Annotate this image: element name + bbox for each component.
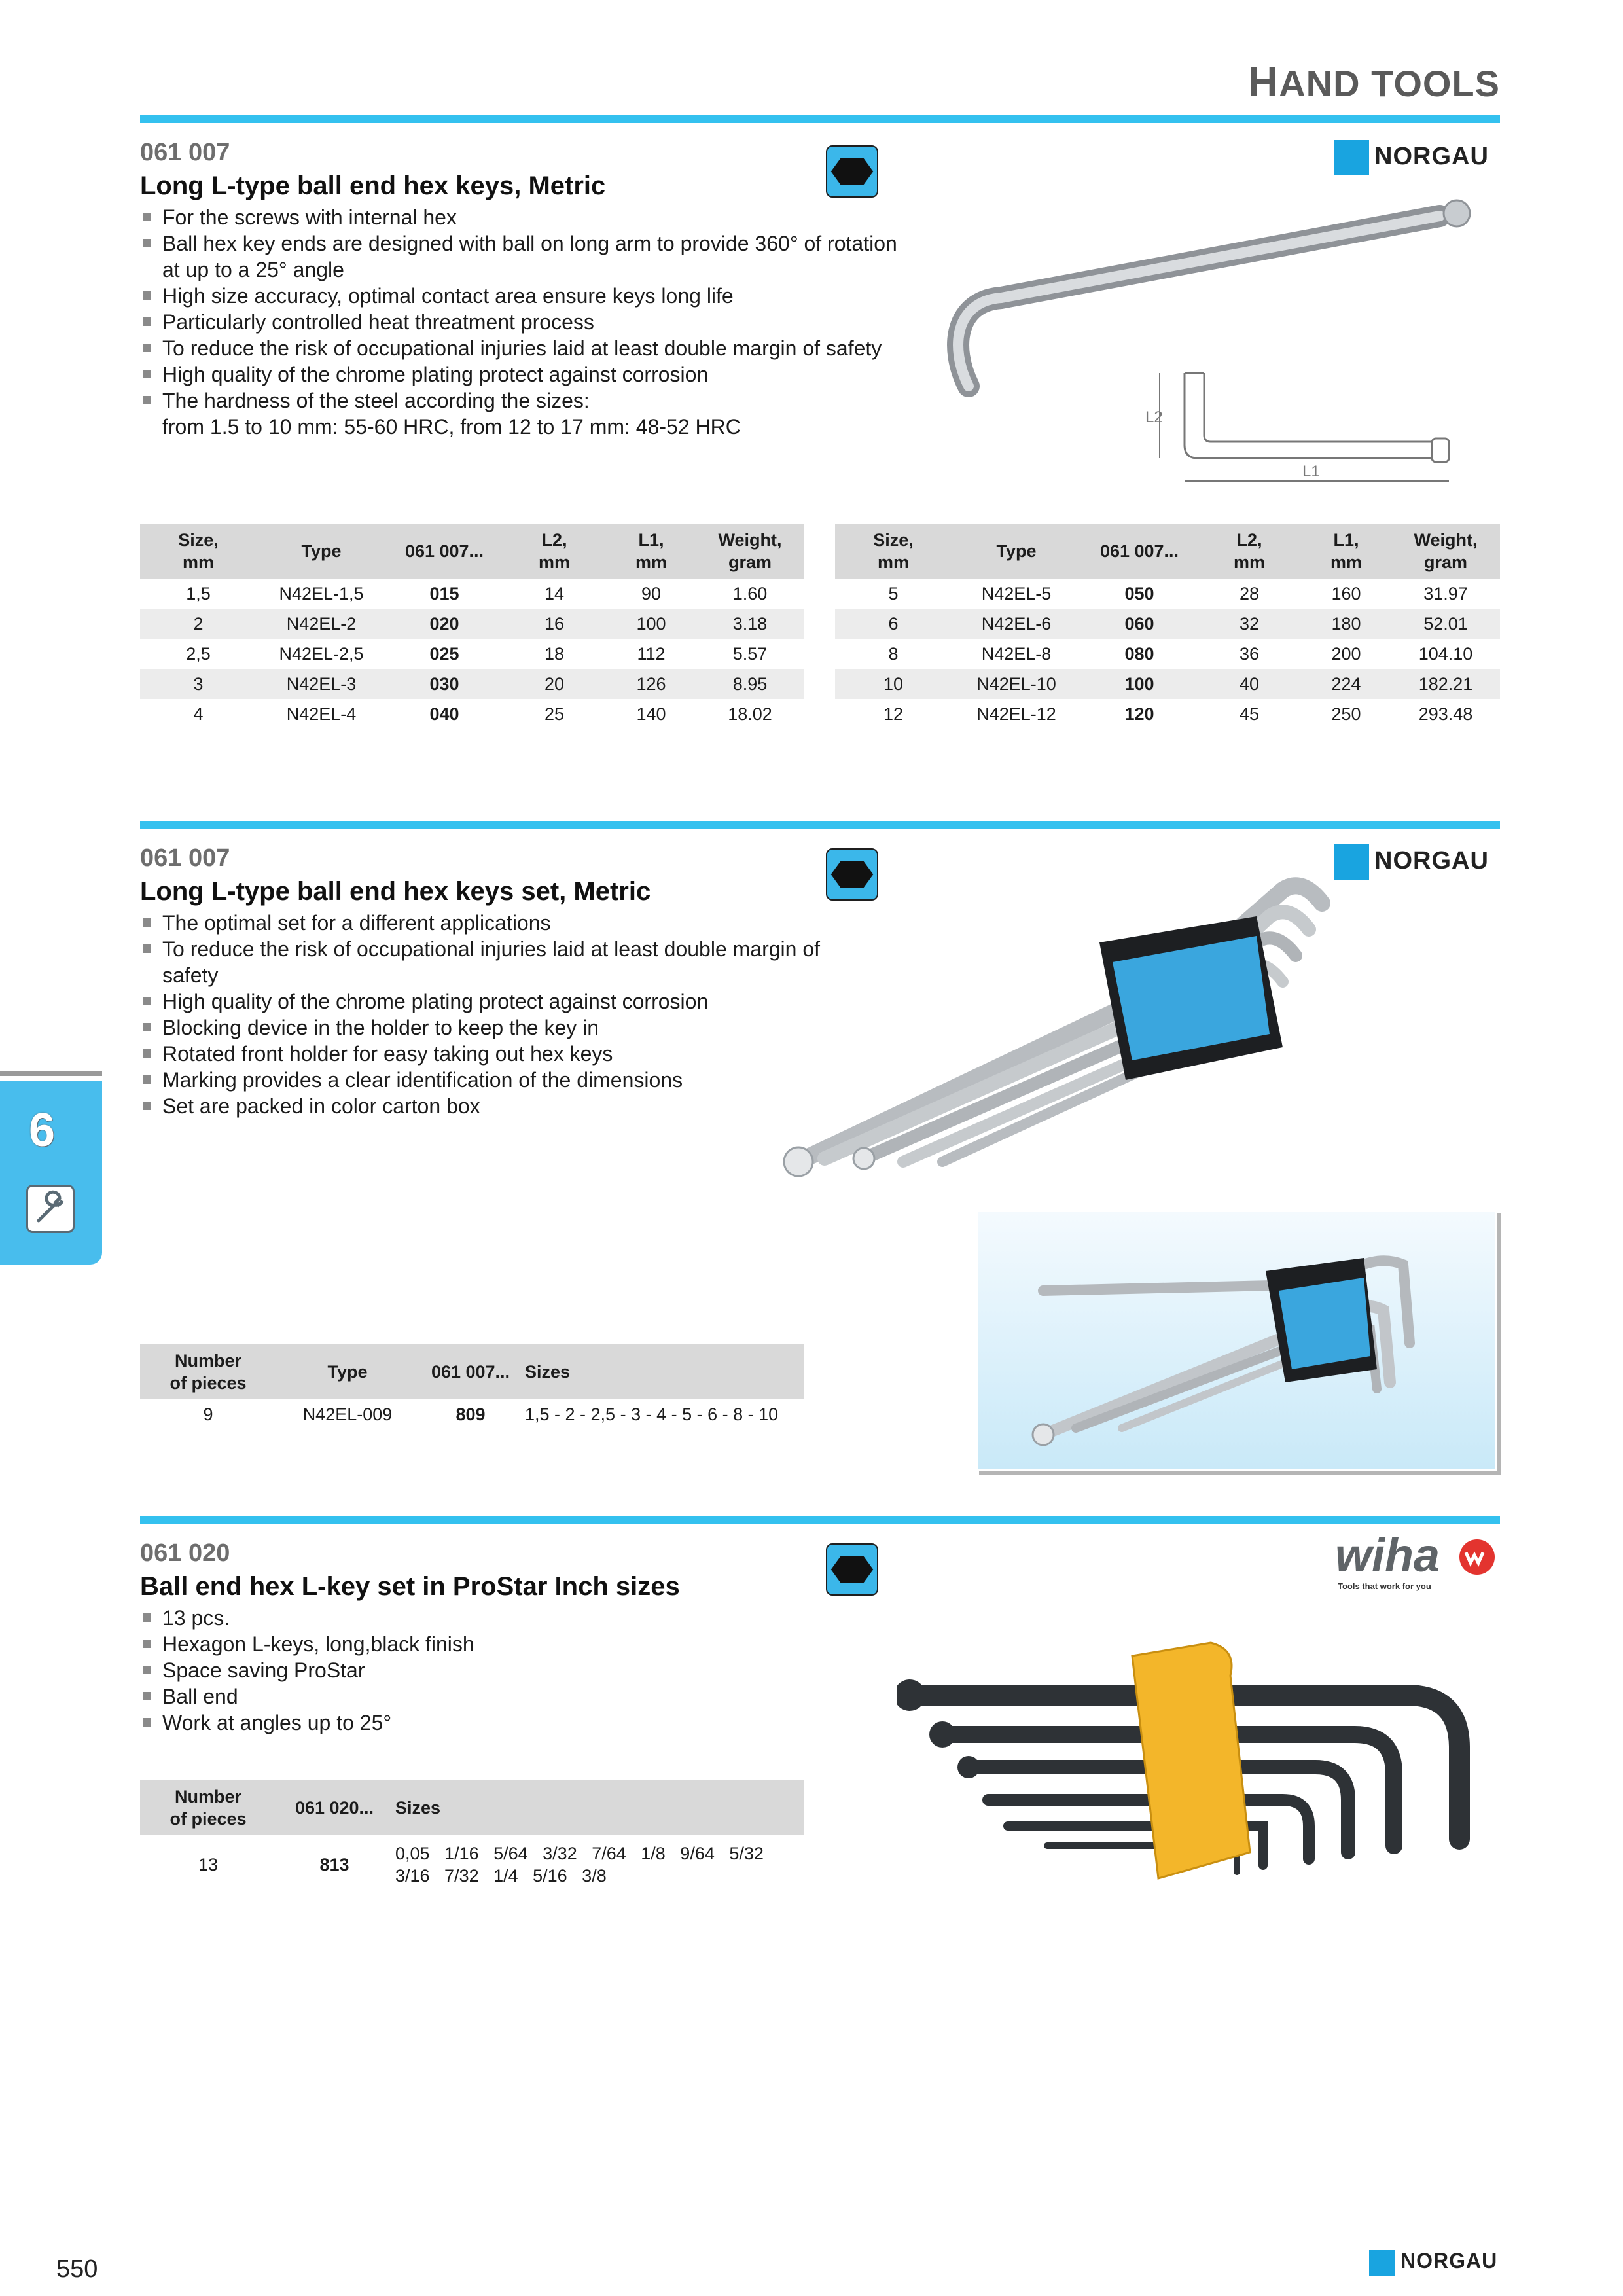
cell-weight: 3.18 [696, 609, 804, 639]
product-code: 061 007 [140, 139, 230, 166]
wiha-emblem-icon [1458, 1538, 1496, 1576]
cell-type: N42EL-2,5 [279, 643, 364, 664]
list-item: 13 pcs. [140, 1605, 827, 1631]
section-divider [140, 115, 1500, 123]
cell-type: N42EL-5 [981, 583, 1052, 603]
list-item: High quality of the chrome plating protect against corrosion [140, 361, 899, 387]
table-row [835, 609, 1500, 639]
list-item: To reduce the risk of occupational injuries laid at least double margin of safety [140, 936, 827, 988]
col-header-l2: L2, mm [1198, 524, 1301, 579]
cell-code: 809 [419, 1399, 522, 1429]
list-item: High size accuracy, optimal contact area ensure keys long life [140, 283, 899, 309]
cell-weight: 182.21 [1391, 669, 1500, 699]
cell-type: N42EL-2 [257, 609, 386, 639]
cell-weight: 104.10 [1418, 643, 1473, 664]
feature-list [140, 910, 827, 1119]
set-table [140, 1344, 804, 1429]
cell-code: 020 [386, 609, 503, 639]
cell-sizes: 0,05 1/16 5/64 3/32 7/64 1/8 9/64 5/32 3/16 7/32 1/4 5/16 3/8 [393, 1835, 804, 1894]
cell-code: 030 [386, 669, 503, 699]
product-photo [975, 1210, 1497, 1471]
hex-socket-icon [826, 1543, 878, 1596]
list-item: Ball end [140, 1683, 827, 1710]
cell-size: 4 [193, 704, 204, 724]
page-number: 550 [56, 2255, 98, 2283]
table-row [835, 639, 1500, 669]
cell-l2: 16 [503, 609, 606, 639]
cell-l2: 14 [544, 583, 565, 603]
list-item: The optimal set for a different applications [140, 910, 827, 936]
section-divider [140, 1516, 1500, 1524]
col-header-l1: L1, mm [1301, 524, 1391, 579]
list-item: Hexagon L-keys, long,black finish [140, 1631, 827, 1657]
hardness-note: from 1.5 to 10 mm: 55-60 HRC, from 12 to 17 mm: 48-52 HRC [162, 415, 741, 439]
cell-l2: 28 [1239, 583, 1260, 603]
cell-size: 8 [888, 643, 899, 664]
cell-code: 040 [429, 704, 459, 724]
col-header-size: Size, mm [835, 524, 952, 579]
cell-weight: 52.01 [1391, 609, 1500, 639]
table-row [140, 609, 804, 639]
brand-square-icon [1334, 140, 1369, 175]
cell-l1: 160 [1331, 583, 1361, 603]
footer-brand-logo: NORGAU [1369, 2249, 1497, 2276]
brand-logo-norgau: NORGAU [1334, 844, 1489, 880]
cell-pieces: 13 [140, 1835, 276, 1894]
cell-l1: 200 [1331, 643, 1361, 664]
cell-l1: 100 [606, 609, 696, 639]
cell-size: 1,5 [186, 583, 211, 603]
hex-key-set-photo [978, 1212, 1495, 1469]
cell-code: 080 [1124, 643, 1154, 664]
product-title: Long L-type ball end hex keys set, Metric [140, 877, 651, 906]
col-header-code: 061 007... [419, 1344, 522, 1399]
side-tab-rule [0, 1071, 102, 1076]
inch-set-table [140, 1780, 804, 1894]
cell-type: N42EL-009 [276, 1399, 419, 1429]
product-title: Long L-type ball end hex keys, Metric [140, 171, 606, 200]
dimension-label-l1: L1 [1302, 463, 1320, 480]
spec-table-right [835, 524, 1500, 729]
list-item: High quality of the chrome plating protect against corrosion [140, 988, 827, 1014]
table-row [140, 639, 804, 669]
list-item: Set are packed in color carton box [140, 1093, 827, 1119]
cell-type: N42EL-12 [976, 704, 1056, 724]
col-header-code: 061 020... [276, 1780, 393, 1835]
col-header-l1: L1, mm [606, 524, 696, 579]
cell-l2: 45 [1239, 704, 1260, 724]
list-item: To reduce the risk of occupational injuries laid at least double margin of safety [140, 335, 899, 361]
list-item: Particularly controlled heat threatment process [140, 309, 899, 335]
col-header-type: Type [257, 524, 386, 579]
feature-list [140, 204, 899, 414]
col-header-type: Type [952, 524, 1081, 579]
list-item: For the screws with internal hex [140, 204, 899, 230]
cell-weight: 5.57 [732, 643, 768, 664]
brand-logo-wiha: wiha Tools that work for you [1335, 1529, 1500, 1594]
cell-type: N42EL-10 [952, 669, 1081, 699]
cell-l2: 40 [1198, 669, 1301, 699]
wrench-icon [26, 1185, 75, 1233]
cell-code: 813 [276, 1835, 393, 1894]
chapter-number: 6 [29, 1104, 56, 1157]
list-item: The hardness of the steel according the sizes: [140, 387, 899, 414]
col-header-code: 061 007... [1081, 524, 1198, 579]
cell-code: 100 [1081, 669, 1198, 699]
table-row [140, 579, 804, 609]
col-header-l2: L2, mm [503, 524, 606, 579]
cell-code: 120 [1124, 704, 1154, 724]
product-title: Ball end hex L-key set in ProStar Inch sizes [140, 1572, 680, 1601]
product-code: 061 020 [140, 1539, 230, 1567]
list-item: Space saving ProStar [140, 1657, 827, 1683]
table-row [140, 1399, 804, 1429]
cell-l1: 180 [1301, 609, 1391, 639]
cell-l2: 25 [544, 704, 565, 724]
table-row [140, 699, 804, 729]
cell-size: 6 [835, 609, 952, 639]
cell-l1: 224 [1301, 669, 1391, 699]
chapter-tab [0, 1081, 102, 1265]
feature-list [140, 1605, 827, 1736]
cell-l1: 140 [636, 704, 666, 724]
list-item: Rotated front holder for easy taking out hex keys [140, 1041, 827, 1067]
section-header-title: HAND TOOLS [1248, 58, 1500, 105]
cell-code: 025 [429, 643, 459, 664]
cell-sizes: 1,5 - 2 - 2,5 - 3 - 4 - 5 - 6 - 8 - 10 [522, 1399, 804, 1429]
col-header-sizes: Sizes [522, 1344, 804, 1399]
cell-size: 12 [883, 704, 904, 724]
cell-l1: 250 [1331, 704, 1361, 724]
col-header-code: 061 007... [386, 524, 503, 579]
cell-size: 3 [140, 669, 257, 699]
table-row [835, 579, 1500, 609]
wiha-key-set-image [897, 1630, 1499, 1905]
cell-weight: 31.97 [1423, 583, 1468, 603]
cell-type: N42EL-1,5 [279, 583, 364, 603]
cell-l2: 20 [503, 669, 606, 699]
cell-size: 2,5 [186, 643, 211, 664]
cell-type: N42EL-8 [981, 643, 1052, 664]
cell-weight: 1.60 [732, 583, 768, 603]
col-header-type: Type [276, 1344, 419, 1399]
brand-square-icon [1369, 2250, 1395, 2276]
col-header-pieces: Number of pieces [140, 1780, 276, 1835]
cell-weight: 18.02 [728, 704, 772, 724]
table-row [835, 699, 1500, 729]
cell-code: 050 [1124, 583, 1154, 603]
cell-type: N42EL-4 [286, 704, 357, 724]
brand-logo-norgau: NORGAU [1334, 140, 1489, 175]
dimension-diagram [1126, 360, 1466, 497]
cell-l2: 36 [1239, 643, 1260, 664]
cell-size: 5 [888, 583, 899, 603]
list-item: Blocking device in the holder to keep the key in [140, 1014, 827, 1041]
cell-l1: 126 [606, 669, 696, 699]
product-code: 061 007 [140, 844, 230, 872]
table-row [140, 669, 804, 699]
spec-table-left [140, 524, 804, 729]
hex-key-set-image [759, 864, 1414, 1191]
col-header-weight: Weight, gram [696, 524, 804, 579]
col-header-size: Size, mm [140, 524, 257, 579]
table-row [835, 669, 1500, 699]
cell-weight: 8.95 [696, 669, 804, 699]
col-header-pieces: Number of pieces [140, 1344, 276, 1399]
cell-l1: 112 [637, 643, 666, 664]
cell-pieces: 9 [140, 1399, 276, 1429]
table-row [140, 1835, 804, 1894]
dimension-label-l2: L2 [1145, 408, 1163, 426]
cell-l1: 90 [641, 583, 662, 603]
list-item: Work at angles up to 25° [140, 1710, 827, 1736]
list-item: Ball hex key ends are designed with ball on long arm to provide 360° of rotation at up to a 25° angle [140, 230, 899, 283]
cell-l2: 32 [1198, 609, 1301, 639]
cell-size: 2 [140, 609, 257, 639]
section-divider [140, 821, 1500, 829]
cell-code: 060 [1081, 609, 1198, 639]
list-item: Marking provides a clear identification of the dimensions [140, 1067, 827, 1093]
col-header-sizes: Sizes [393, 1780, 804, 1835]
cell-type: N42EL-6 [952, 609, 1081, 639]
hex-socket-icon [826, 145, 878, 198]
cell-size: 10 [835, 669, 952, 699]
cell-code: 015 [429, 583, 459, 603]
cell-type: N42EL-3 [257, 669, 386, 699]
cell-l2: 18 [544, 643, 565, 664]
cell-weight: 293.48 [1418, 704, 1473, 724]
col-header-weight: Weight, gram [1391, 524, 1500, 579]
